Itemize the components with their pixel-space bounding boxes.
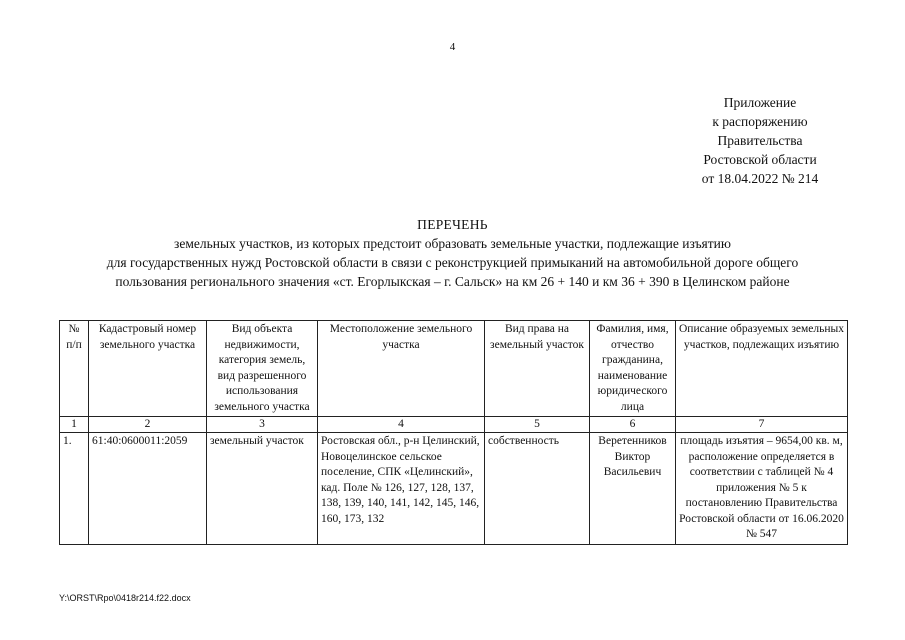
appendix-line: от 18.04.2022 № 214 bbox=[701, 171, 819, 186]
appendix-line: Ростовской области bbox=[703, 152, 817, 167]
cell-description: площадь изъятия – 9654,00 кв. м, расположение определяется в соответствии с таблицей № 4 приложения № 5 к постановлению Правительства Ростовской области от 16.06.2020 № 547 bbox=[676, 433, 848, 545]
cell-location: Ростовская обл., р-н Целинский, Новоцелинское сельское поселение, СПК «Целинский», кад. Поле № 126, 127, 128, 137, 138, 139, 140, 141, 142, 145, 146, 160, 173, 132 bbox=[318, 433, 485, 545]
appendix-line: Приложение bbox=[723, 95, 797, 110]
header-cell-location: Местоположение земельного участка bbox=[318, 321, 485, 417]
land-plots-table bbox=[59, 320, 848, 545]
column-number: 7 bbox=[676, 417, 848, 433]
header-cell-owner: Фамилия, имя, отчество гражданина, наименование юридического лица bbox=[590, 321, 676, 417]
table-row bbox=[60, 433, 848, 545]
appendix-line: к распоряжению bbox=[712, 114, 808, 129]
cell-object-type: земельный участок bbox=[207, 433, 318, 545]
cell-right: собственность bbox=[485, 433, 590, 545]
cell-owner: Веретенников Виктор Васильевич bbox=[590, 433, 676, 545]
column-number: 5 bbox=[485, 417, 590, 433]
title-line: пользования регионального значения «ст. Егорлыкская – г. Сальск» на км 26 + 140 и км 36 + 390 в Целинском районе bbox=[115, 274, 790, 289]
header-cell-cadastral: Кадастровый номер земельного участка bbox=[89, 321, 207, 417]
title-heading: ПЕРЕЧЕНЬ bbox=[417, 217, 488, 232]
header-cell-description: Описание образуемых земельных участков, подлежащих изъятию bbox=[676, 321, 848, 417]
header-cell-object-type: Вид объекта недвижимости, категория земель, вид разрешенного использования земельного участка bbox=[207, 321, 318, 417]
file-path-footer: Y:\ORST\Rpo\0418r214.f22.docx bbox=[59, 593, 191, 603]
table-header-row bbox=[60, 321, 848, 417]
header-cell-number: № п/п bbox=[60, 321, 89, 417]
appendix-block bbox=[660, 93, 860, 188]
column-number: 6 bbox=[590, 417, 676, 433]
column-number-row bbox=[60, 417, 848, 433]
column-number: 2 bbox=[89, 417, 207, 433]
appendix-line: Правительства bbox=[717, 133, 803, 148]
column-number: 1 bbox=[60, 417, 89, 433]
page-number: 4 bbox=[449, 41, 456, 53]
document-title bbox=[0, 215, 905, 291]
header-cell-right: Вид права на земельный участок bbox=[485, 321, 590, 417]
title-line: для государственных нужд Ростовской области в связи с реконструкцией примыканий на автомобильной дороге общего bbox=[106, 255, 799, 270]
column-number: 3 bbox=[207, 417, 318, 433]
cell-number: 1. bbox=[60, 433, 89, 545]
title-line: земельных участков, из которых предстоит образовать земельные участки, подлежащие изъятию bbox=[174, 236, 731, 251]
column-number: 4 bbox=[318, 417, 485, 433]
cell-cadastral: 61:40:0600011:2059 bbox=[89, 433, 207, 545]
